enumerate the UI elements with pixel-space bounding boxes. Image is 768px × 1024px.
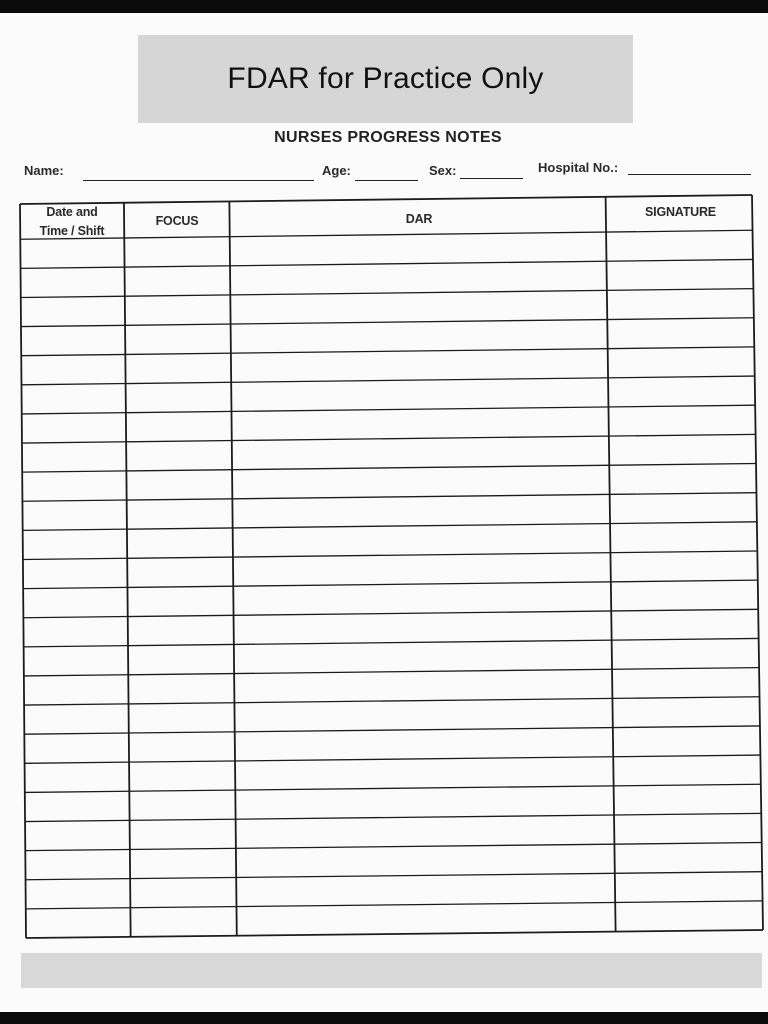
header-bottom-line [20, 230, 752, 239]
header-focus: FOCUS [155, 214, 199, 228]
form-title: NURSES PROGRESS NOTES [274, 129, 502, 146]
banner-text: FDAR for Practice Only [227, 62, 544, 95]
column-divider [606, 197, 616, 932]
header-date-time [22, 203, 122, 241]
scan-bottom-border [0, 1012, 768, 1024]
row-line [25, 755, 761, 763]
header-signature: SIGNATURE [645, 205, 716, 219]
row-line [24, 697, 759, 705]
sex-label: Sex: [429, 163, 457, 178]
row-line [21, 376, 754, 385]
footer-banner [21, 953, 762, 988]
row-line [21, 259, 753, 268]
age-label: Age: [322, 163, 351, 178]
column-divider [124, 203, 131, 937]
row-line [22, 434, 756, 443]
row-line [24, 726, 760, 734]
row-line [23, 609, 758, 617]
header-date-line2: Time / Shift [39, 224, 105, 238]
row-line [26, 901, 763, 909]
row-line [21, 318, 754, 327]
row-line [21, 289, 754, 298]
row-line [25, 784, 761, 792]
row-line [22, 405, 755, 414]
row-line [24, 668, 759, 676]
row-line [23, 580, 758, 588]
header-date-line1: Date and [46, 205, 98, 219]
row-line [22, 464, 756, 473]
name-label: Name: [24, 163, 64, 178]
row-line [21, 347, 754, 356]
row-line [23, 522, 757, 531]
row-line [26, 930, 763, 938]
row-line [24, 638, 759, 646]
header-dar: DAR [405, 212, 433, 226]
row-line [25, 813, 761, 821]
hospital-no-label: Hospital No.: [538, 160, 619, 175]
row-line [23, 551, 757, 560]
column-divider [229, 201, 236, 935]
row-line [22, 493, 756, 502]
row-line [26, 872, 763, 880]
table-side-border [752, 195, 763, 930]
table-side-border [20, 204, 26, 938]
row-line [25, 843, 761, 851]
